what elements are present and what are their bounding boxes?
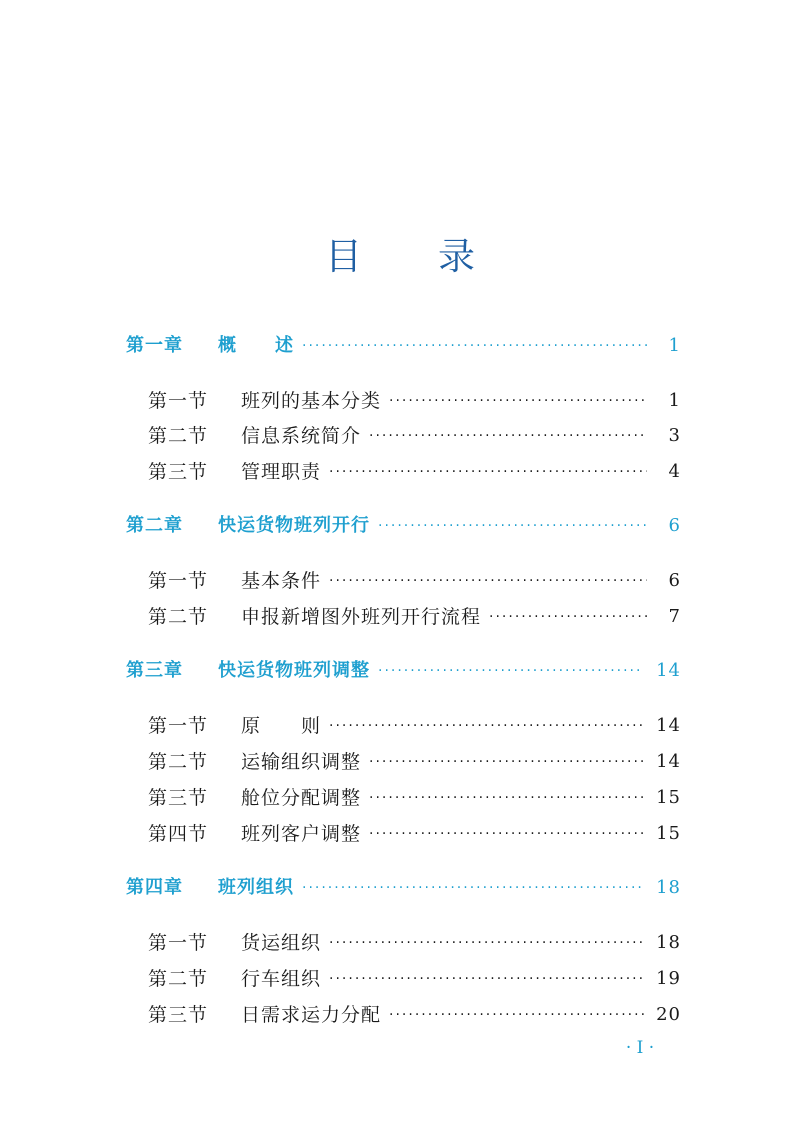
toc-entry-number: 第一节 — [148, 570, 209, 592]
toc-page-number: 18 — [656, 932, 681, 953]
toc-chapter-3[interactable] — [126, 656, 681, 686]
toc-page-number: 18 — [656, 877, 681, 898]
toc-entry-title: 管理职责 — [241, 461, 322, 483]
dot-leader — [378, 656, 644, 686]
toc-entry-title: 班列的基本分类 — [241, 390, 382, 412]
toc-page-number: 20 — [656, 1004, 681, 1025]
toc-page-number: 14 — [656, 715, 681, 736]
dot-leader — [329, 711, 644, 741]
toc-entry-number: 第二节 — [148, 425, 209, 447]
toc-entry-number: 第三节 — [148, 787, 209, 809]
toc-page-number: 14 — [656, 660, 681, 681]
toc-entry-title: 原 则 — [241, 715, 322, 737]
toc-section-4-3[interactable] — [148, 1000, 681, 1030]
toc-page-number: 6 — [668, 515, 681, 536]
dot-leader — [369, 783, 644, 813]
toc-entry-number: 第一节 — [148, 390, 209, 412]
toc-section-1-1[interactable] — [148, 386, 681, 416]
dot-leader — [329, 457, 647, 487]
toc-chapter-4[interactable] — [126, 873, 681, 903]
toc-page-number: 1 — [668, 390, 681, 411]
toc-page-number: 15 — [656, 823, 681, 844]
toc-entry-number: 第三节 — [148, 1004, 209, 1026]
toc-page-number: 14 — [656, 751, 681, 772]
toc-entry-number: 第一节 — [148, 932, 209, 954]
toc-entry-title: 运输组织调整 — [241, 751, 362, 773]
dot-leader — [369, 747, 644, 777]
toc-section-4-2[interactable] — [148, 964, 681, 994]
toc-entry-number: 第二章 — [126, 515, 183, 536]
dot-leader — [378, 511, 647, 541]
toc-entry-title: 概 述 — [218, 335, 294, 356]
toc-page-number: 7 — [668, 606, 681, 627]
toc-entry-number: 第二节 — [148, 751, 209, 773]
toc-section-4-1[interactable] — [148, 928, 681, 958]
toc-chapter-1[interactable] — [126, 331, 681, 361]
dot-leader — [329, 928, 644, 958]
toc-section-3-3[interactable] — [148, 783, 681, 813]
dot-leader — [489, 602, 647, 632]
toc-section-3-1[interactable] — [148, 711, 681, 741]
toc-entry-number: 第一节 — [148, 715, 209, 737]
toc-entry-number: 第四节 — [148, 823, 209, 845]
dot-leader — [389, 1000, 644, 1030]
toc-entry-title: 申报新增图外班列开行流程 — [241, 606, 482, 628]
toc-section-1-2[interactable] — [148, 421, 681, 451]
toc-page-number: 6 — [668, 570, 681, 591]
toc-page-number: 1 — [668, 335, 681, 356]
toc-section-2-1[interactable] — [148, 566, 681, 596]
dot-leader — [302, 331, 647, 361]
toc-entry-number: 第三节 — [148, 461, 209, 483]
footer-page-marker: · I · — [625, 1038, 655, 1058]
toc-entry-title: 班列客户调整 — [241, 823, 362, 845]
toc-entry-title: 货运组织 — [241, 932, 322, 954]
toc-section-1-3[interactable] — [148, 457, 681, 487]
title-char-2: 录 — [438, 235, 475, 278]
toc-entry-title: 行车组织 — [241, 968, 322, 990]
dot-leader — [329, 566, 647, 596]
dot-leader — [329, 964, 644, 994]
toc-chapter-2[interactable] — [126, 511, 681, 541]
toc-entry-title: 快运货物班列调整 — [218, 660, 370, 681]
title-char-1: 目 — [325, 235, 362, 278]
toc-page-number: 19 — [656, 968, 681, 989]
dot-leader — [389, 386, 647, 416]
toc-entry-title: 信息系统简介 — [241, 425, 362, 447]
dot-leader — [369, 421, 647, 451]
toc-entry-number: 第三章 — [126, 660, 183, 681]
toc-section-3-2[interactable] — [148, 747, 681, 777]
dot-leader — [302, 873, 644, 903]
toc-page-number: 3 — [668, 425, 681, 446]
toc-page-number: 4 — [668, 461, 681, 482]
toc-entry-number: 第二节 — [148, 606, 209, 628]
toc-entry-title: 日需求运力分配 — [241, 1004, 382, 1026]
toc-section-2-2[interactable] — [148, 602, 681, 632]
toc-entry-number: 第一章 — [126, 335, 183, 356]
toc-section-3-4[interactable] — [148, 819, 681, 849]
toc-page-number: 15 — [656, 787, 681, 808]
toc-entry-title: 舱位分配调整 — [241, 787, 362, 809]
dot-leader — [369, 819, 644, 849]
toc-entry-title: 班列组织 — [218, 877, 294, 898]
toc-entry-title: 基本条件 — [241, 570, 322, 592]
toc-entry-number: 第二节 — [148, 968, 209, 990]
toc-entry-number: 第四章 — [126, 877, 183, 898]
toc-entry-title: 快运货物班列开行 — [218, 515, 370, 536]
